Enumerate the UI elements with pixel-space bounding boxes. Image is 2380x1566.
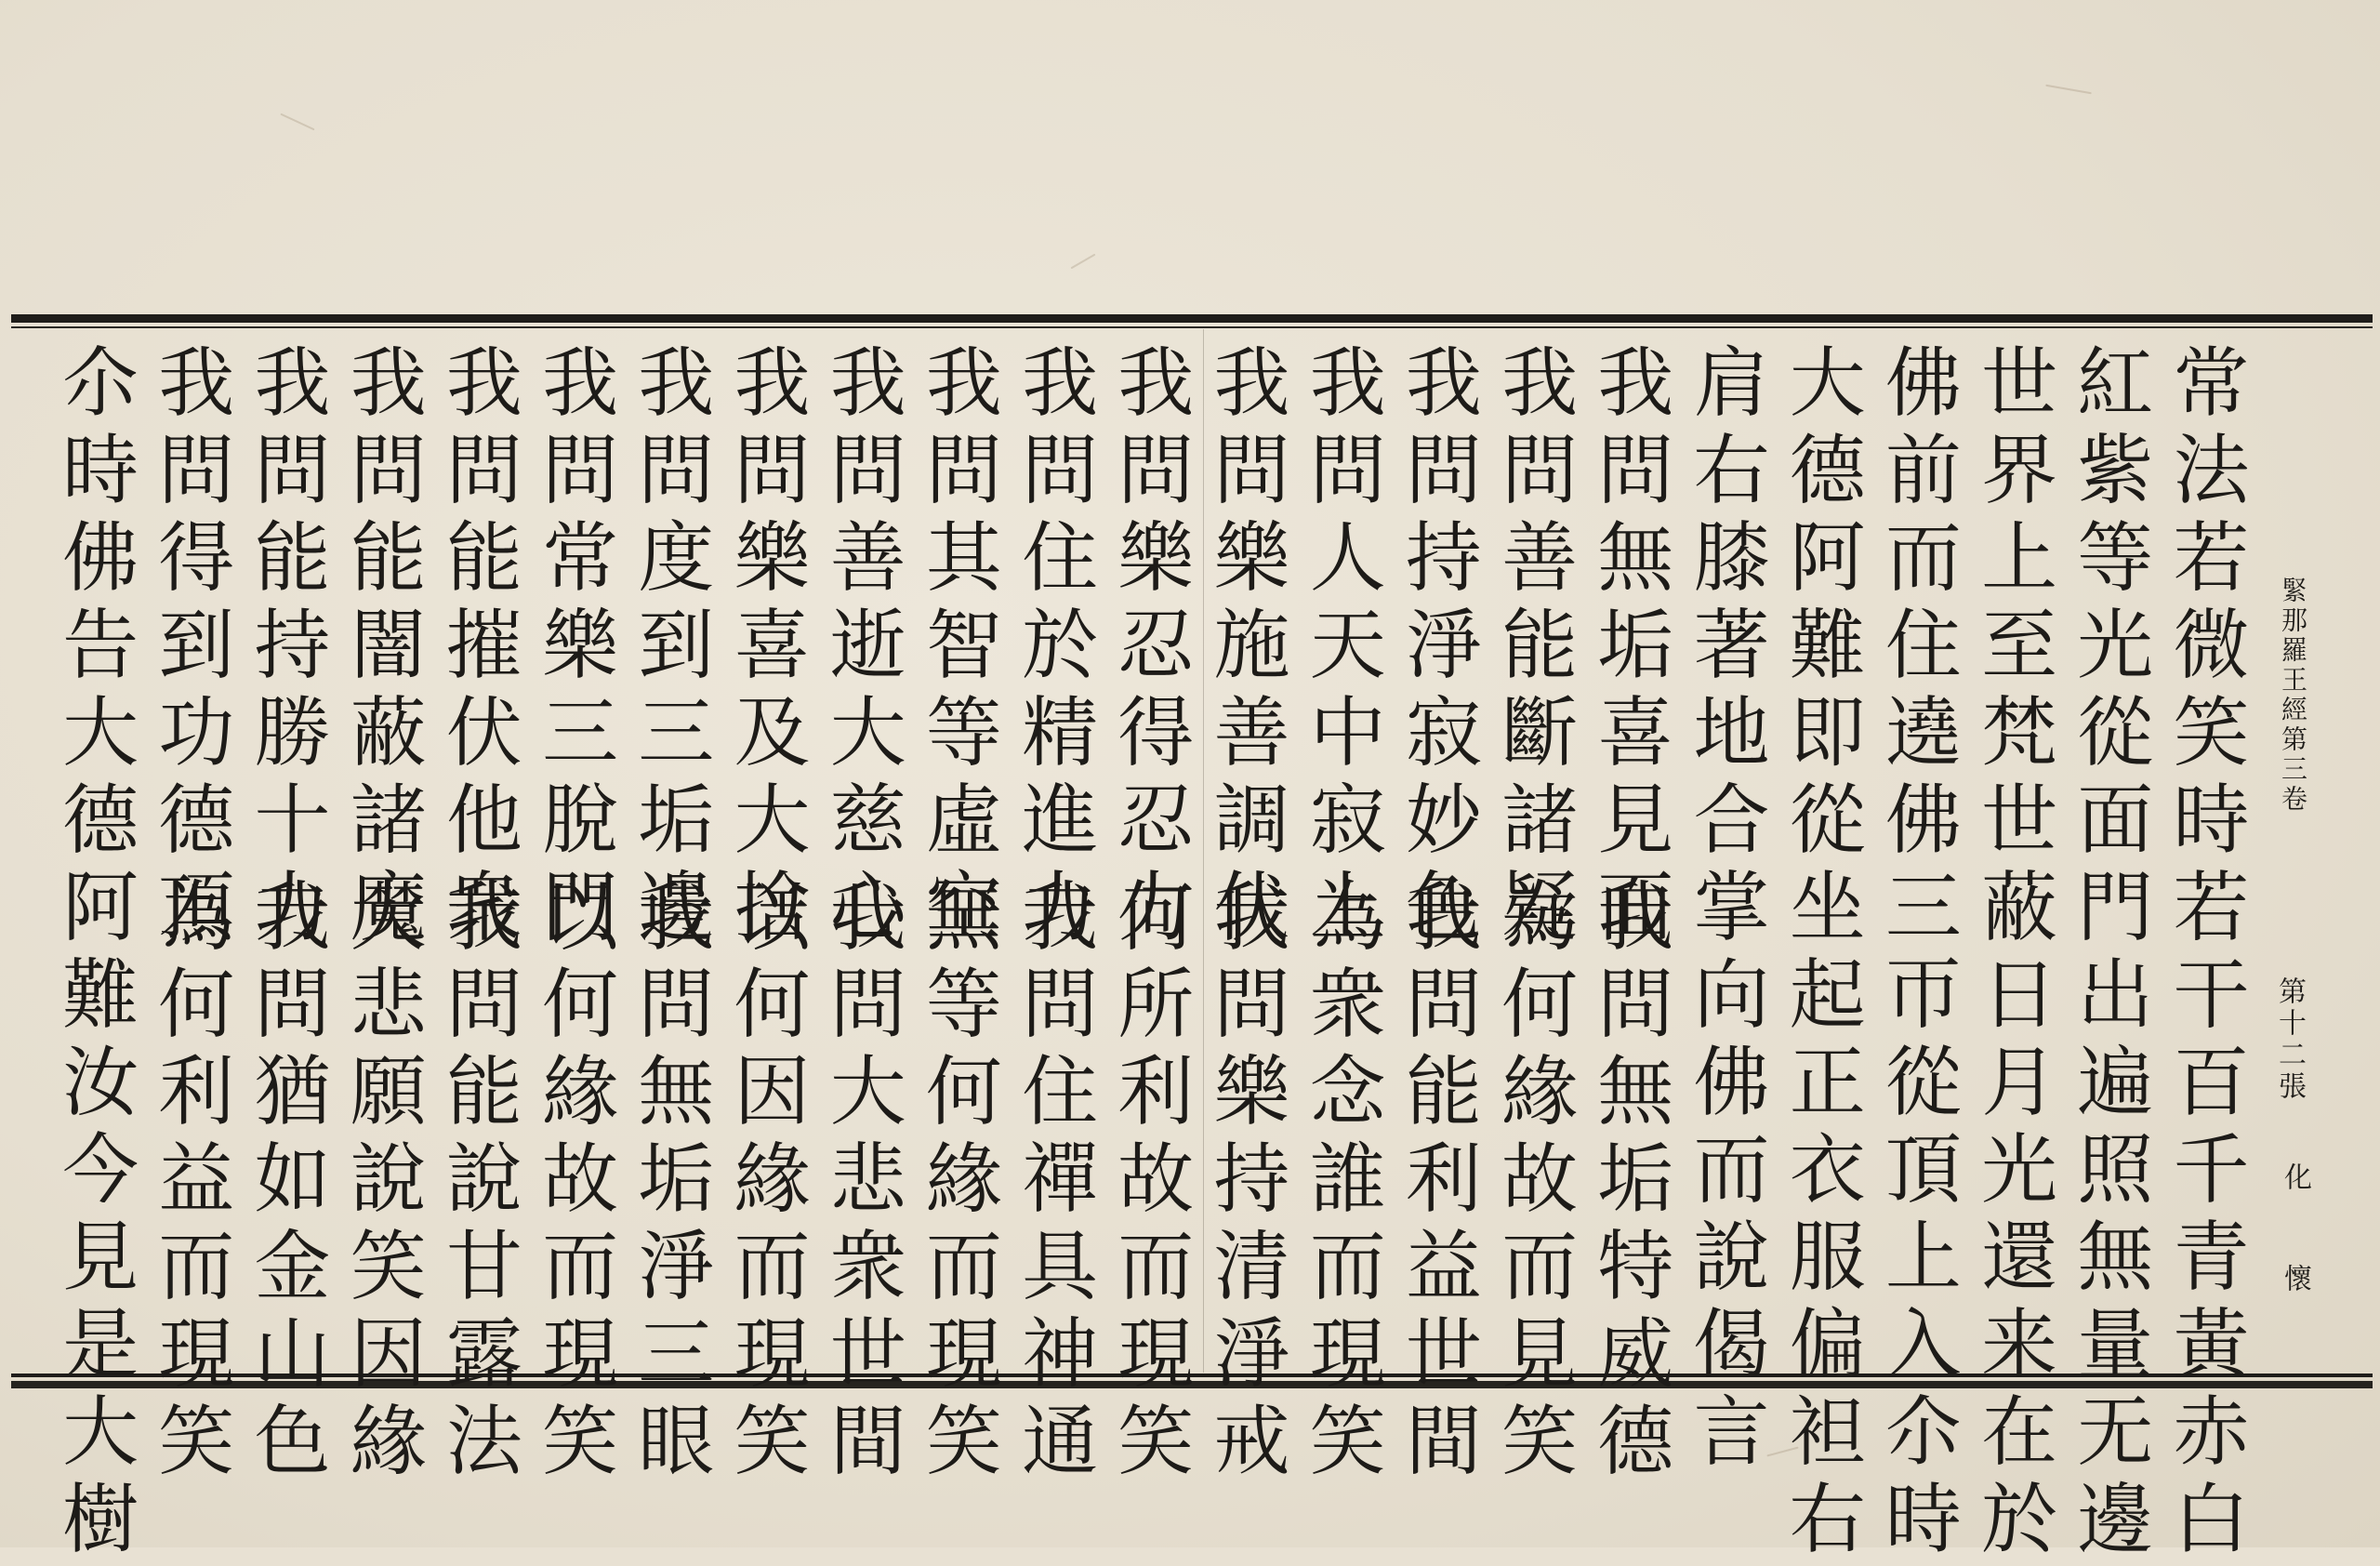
text-column-22: 我問得到功德頂 <box>145 342 234 954</box>
top-border-rule-inner <box>11 326 2373 328</box>
text-column-8: 我問善能斷諸疑 <box>1488 342 1578 954</box>
text-column-8-lower-verse: 為何緣故而見笑 <box>1488 876 1578 1488</box>
text-column-19: 我問能摧伏他衆 <box>433 342 522 954</box>
text-column-20: 我問能闇蔽諸魔 <box>337 342 427 954</box>
margin-page-number: 第十二張 <box>2273 976 2306 1103</box>
text-column-10: 我問人天中寂上 <box>1297 342 1386 954</box>
text-column-16: 我問樂喜及大捨 <box>721 342 810 954</box>
top-border-rule <box>11 314 2373 323</box>
text-column-14: 我問其智等虛空 <box>913 342 1002 954</box>
paper-fiber <box>2045 85 2092 95</box>
text-column-12-lower-verse: 何所利故而現笑 <box>1104 876 1194 1488</box>
text-column-5: 大德阿難即從坐起正衣服偏袒右 <box>1777 342 1866 1566</box>
text-column-23: 尒時佛告大德阿難汝今見是大樹 <box>49 342 139 1566</box>
text-column-11-lower-verse: 我問樂持清淨戒 <box>1201 876 1289 1488</box>
text-column-19-lower-verse: 我問能說甘露法 <box>433 876 522 1488</box>
text-column-9-lower-verse: 我問能利益世間 <box>1393 876 1482 1488</box>
text-column-21-lower-verse: 我問猶如金山色 <box>242 876 330 1488</box>
text-column-21: 我問能持勝十力 <box>242 342 330 954</box>
margin-sutra-title: 緊那羅王經第三卷 <box>2278 577 2308 815</box>
text-column-12: 我問樂忍得忍力 <box>1104 342 1194 954</box>
text-column-7-lower-verse: 我問無垢特威德 <box>1584 876 1673 1488</box>
text-column-15: 我問善逝大慈心 <box>817 342 906 954</box>
text-column-22-lower-verse: 為何利益而現笑 <box>145 876 234 1488</box>
text-column-17-lower-verse: 我問無垢淨三眼 <box>625 876 714 1488</box>
text-column-3: 世界上至梵世蔽日月光還来在於 <box>1968 342 2057 1566</box>
text-column-16-lower-verse: 以何因緣而現笑 <box>721 876 810 1488</box>
text-column-18-lower-verse: 以何緣故而現笑 <box>529 876 618 1488</box>
margin-code: 化 懷 <box>2279 1162 2311 1312</box>
paper-fiber <box>1071 254 1096 270</box>
text-column-6: 肩右膝著地合掌向佛而說偈言 <box>1681 342 1769 1479</box>
text-column-11: 我問樂施善調伏 <box>1201 342 1289 954</box>
text-column-15-lower-verse: 我問大悲衆世間 <box>817 876 906 1488</box>
text-column-9: 我問持淨寂妙色 <box>1393 342 1482 954</box>
text-column-1: 常法若微笑時若干百千青黃赤白 <box>2161 342 2249 1566</box>
text-column-13: 我問住於精進力 <box>1009 342 1098 954</box>
text-column-20-lower-verse: 大悲願說笑因緣 <box>337 876 427 1488</box>
text-column-2: 紅紫等光從面門出遍照無量无邊 <box>2064 342 2153 1566</box>
text-column-7: 我問無垢喜見面 <box>1584 342 1673 954</box>
paper-fiber <box>280 113 314 131</box>
text-column-10-lower-verse: 為衆念誰而現笑 <box>1297 876 1386 1488</box>
text-column-17: 我問度到三垢邊 <box>625 342 714 954</box>
text-column-14-lower-verse: 無等何緣而現笑 <box>913 876 1002 1488</box>
text-column-13-lower-verse: 我問住禪具神通 <box>1009 876 1098 1488</box>
text-column-18: 我問常樂三脫門 <box>529 342 618 954</box>
text-column-4: 佛前而住遶佛三帀從頂上入尒時 <box>1872 342 1962 1566</box>
